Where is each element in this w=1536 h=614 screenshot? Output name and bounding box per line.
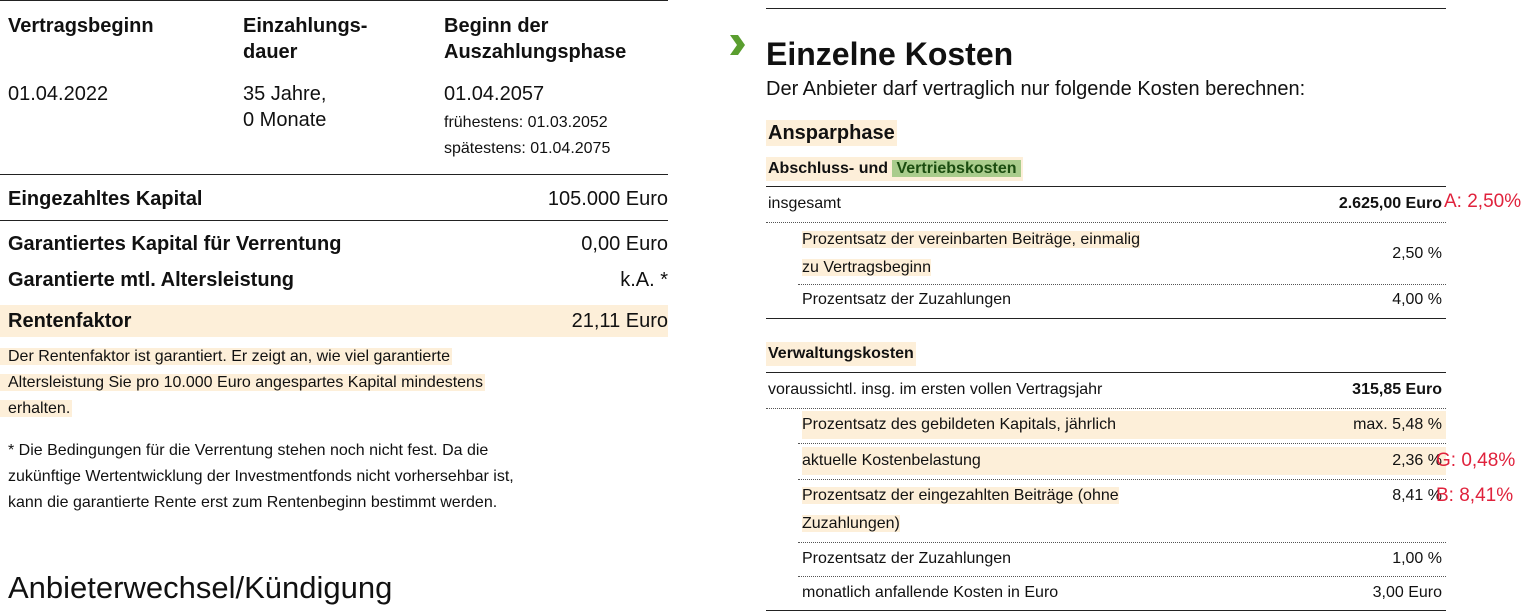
footnote (0, 438, 516, 516)
annuity-factor-row (0, 305, 668, 337)
acq-total-label: insgesamt (768, 195, 841, 212)
guaranteed-capital-label: Garantiertes Kapital für Verrentung (8, 233, 342, 255)
admin-total-value: 315,85 Euro (1352, 381, 1442, 398)
footnote-line: zukünftige Wertentwicklung der Investmentfonds nicht vorhersehbar ist, (8, 468, 514, 485)
rule (766, 186, 1446, 187)
cost-title: Einzelne Kosten (766, 36, 1014, 72)
dotted-rule (798, 443, 1446, 444)
admin-costs-heading: Verwaltungskosten (766, 342, 916, 366)
guaranteed-pension-label: Garantierte mtl. Altersleistung (8, 269, 294, 291)
start-date: 01.04.2022 (8, 83, 109, 105)
admin-cap-value: max. 5,48 % (1353, 416, 1442, 433)
paid-capital-value: 105.000 Euro (547, 188, 668, 210)
section-title-cancellation: Anbieterwechsel/Kündigung (8, 570, 393, 605)
rule-2 (0, 174, 668, 175)
dotted-rule (798, 542, 1446, 543)
acq-extra-value: 4,00 % (1392, 291, 1442, 308)
acquisition-costs-heading (766, 157, 1023, 181)
admin-current-value: 2,36 % (1392, 452, 1442, 469)
rule-3 (0, 220, 668, 221)
footnote-line: kann die garantierte Rente erst zum Rentenbeginn bestimmt werden. (8, 494, 498, 511)
annotation-a: A: 2,50% (1444, 191, 1522, 212)
rule (766, 372, 1446, 373)
rule (766, 318, 1446, 319)
cost-details (760, 0, 1536, 614)
header-duration-1: Einzahlungs- (243, 15, 368, 37)
admin-extra-label: Prozentsatz der Zuzahlungen (802, 550, 1012, 567)
dotted-rule (766, 408, 1446, 409)
header-payout-1: Beginn der (444, 15, 549, 37)
rule (766, 610, 1446, 611)
admin-paid-label-1: Prozentsatz der eingezahlten Beiträge (ohne (802, 487, 1119, 504)
admin-monthly-value: 3,00 Euro (1372, 584, 1442, 601)
guaranteed-pension-value: k.A. * (620, 269, 668, 291)
annotation-g: G: 0,48% (1436, 450, 1516, 471)
annuity-factor-label: Rentenfaktor (8, 310, 132, 332)
cost-subtitle: Der Anbieter darf vertraglich nur folgende Kosten berechnen: (766, 78, 1306, 100)
factor-text-line: Der Rentenfaktor ist garantiert. Er zeigt an, wie viel garantierte (0, 348, 452, 365)
admin-paid-value: 8,41 % (1392, 487, 1442, 504)
payout-date: 01.04.2057 (444, 83, 545, 105)
guaranteed-capital-value: 0,00 Euro (581, 233, 668, 255)
chevron-right-icon (728, 35, 746, 55)
annotation-b: B: 8,41% (1436, 485, 1514, 506)
factor-text-line: Altersleistung Sie pro 10.000 Euro angespartes Kapital mindestens (0, 374, 485, 391)
admin-total-label: voraussichtl. insg. im ersten vollen Vertragsjahr (768, 381, 1103, 398)
phase-title: Ansparphase (768, 122, 895, 144)
admin-cap-label: Prozentsatz des gebildeten Kapitals, jährlich (802, 411, 1446, 439)
factor-text-line: erhalten. (0, 400, 72, 417)
duration-months: 0 Monate (243, 109, 327, 131)
acquisition-prefix: Abschluss- und (768, 160, 889, 177)
dotted-rule (798, 576, 1446, 577)
acq-pct-value: 2,50 % (1392, 245, 1442, 262)
annuity-factor-value: 21,11 Euro (571, 310, 668, 332)
dotted-rule (766, 222, 1446, 223)
acq-extra-label: Prozentsatz der Zuzahlungen (802, 291, 1012, 308)
top-rule (0, 0, 668, 1)
acq-pct-label-1: Prozentsatz der vereinbarten Beiträge, einmalig (802, 231, 1140, 248)
acq-pct-label-2: zu Vertragsbeginn (802, 259, 931, 276)
dotted-rule (798, 479, 1446, 480)
top-rule (766, 8, 1446, 9)
factor-explanation (0, 344, 485, 422)
duration-years: 35 Jahre, (243, 83, 327, 105)
dotted-rule (798, 284, 1446, 285)
admin-extra-value: 1,00 % (1392, 550, 1442, 567)
header-payout-2: Auszahlungsphase (444, 41, 627, 63)
admin-paid-label-2: Zuzahlungen) (802, 515, 900, 532)
payout-earliest: frühestens: 01.03.2052 (444, 114, 608, 131)
header-start: Vertragsbeginn (8, 15, 154, 37)
contract-summary (0, 0, 668, 614)
footnote-line: * Die Bedingungen für die Verrentung stehen noch nicht fest. Da die (8, 442, 489, 459)
payout-latest: spätestens: 01.04.2075 (444, 140, 611, 157)
paid-capital-label: Eingezahltes Kapital (8, 188, 203, 210)
acquisition-highlight: Vertriebskosten (892, 160, 1020, 177)
header-duration-2: dauer (243, 41, 298, 63)
admin-current-label: aktuelle Kostenbelastung (802, 447, 1446, 475)
acq-total-value: 2.625,00 Euro (1338, 195, 1442, 212)
admin-monthly-label: monatlich anfallende Kosten in Euro (802, 584, 1059, 601)
